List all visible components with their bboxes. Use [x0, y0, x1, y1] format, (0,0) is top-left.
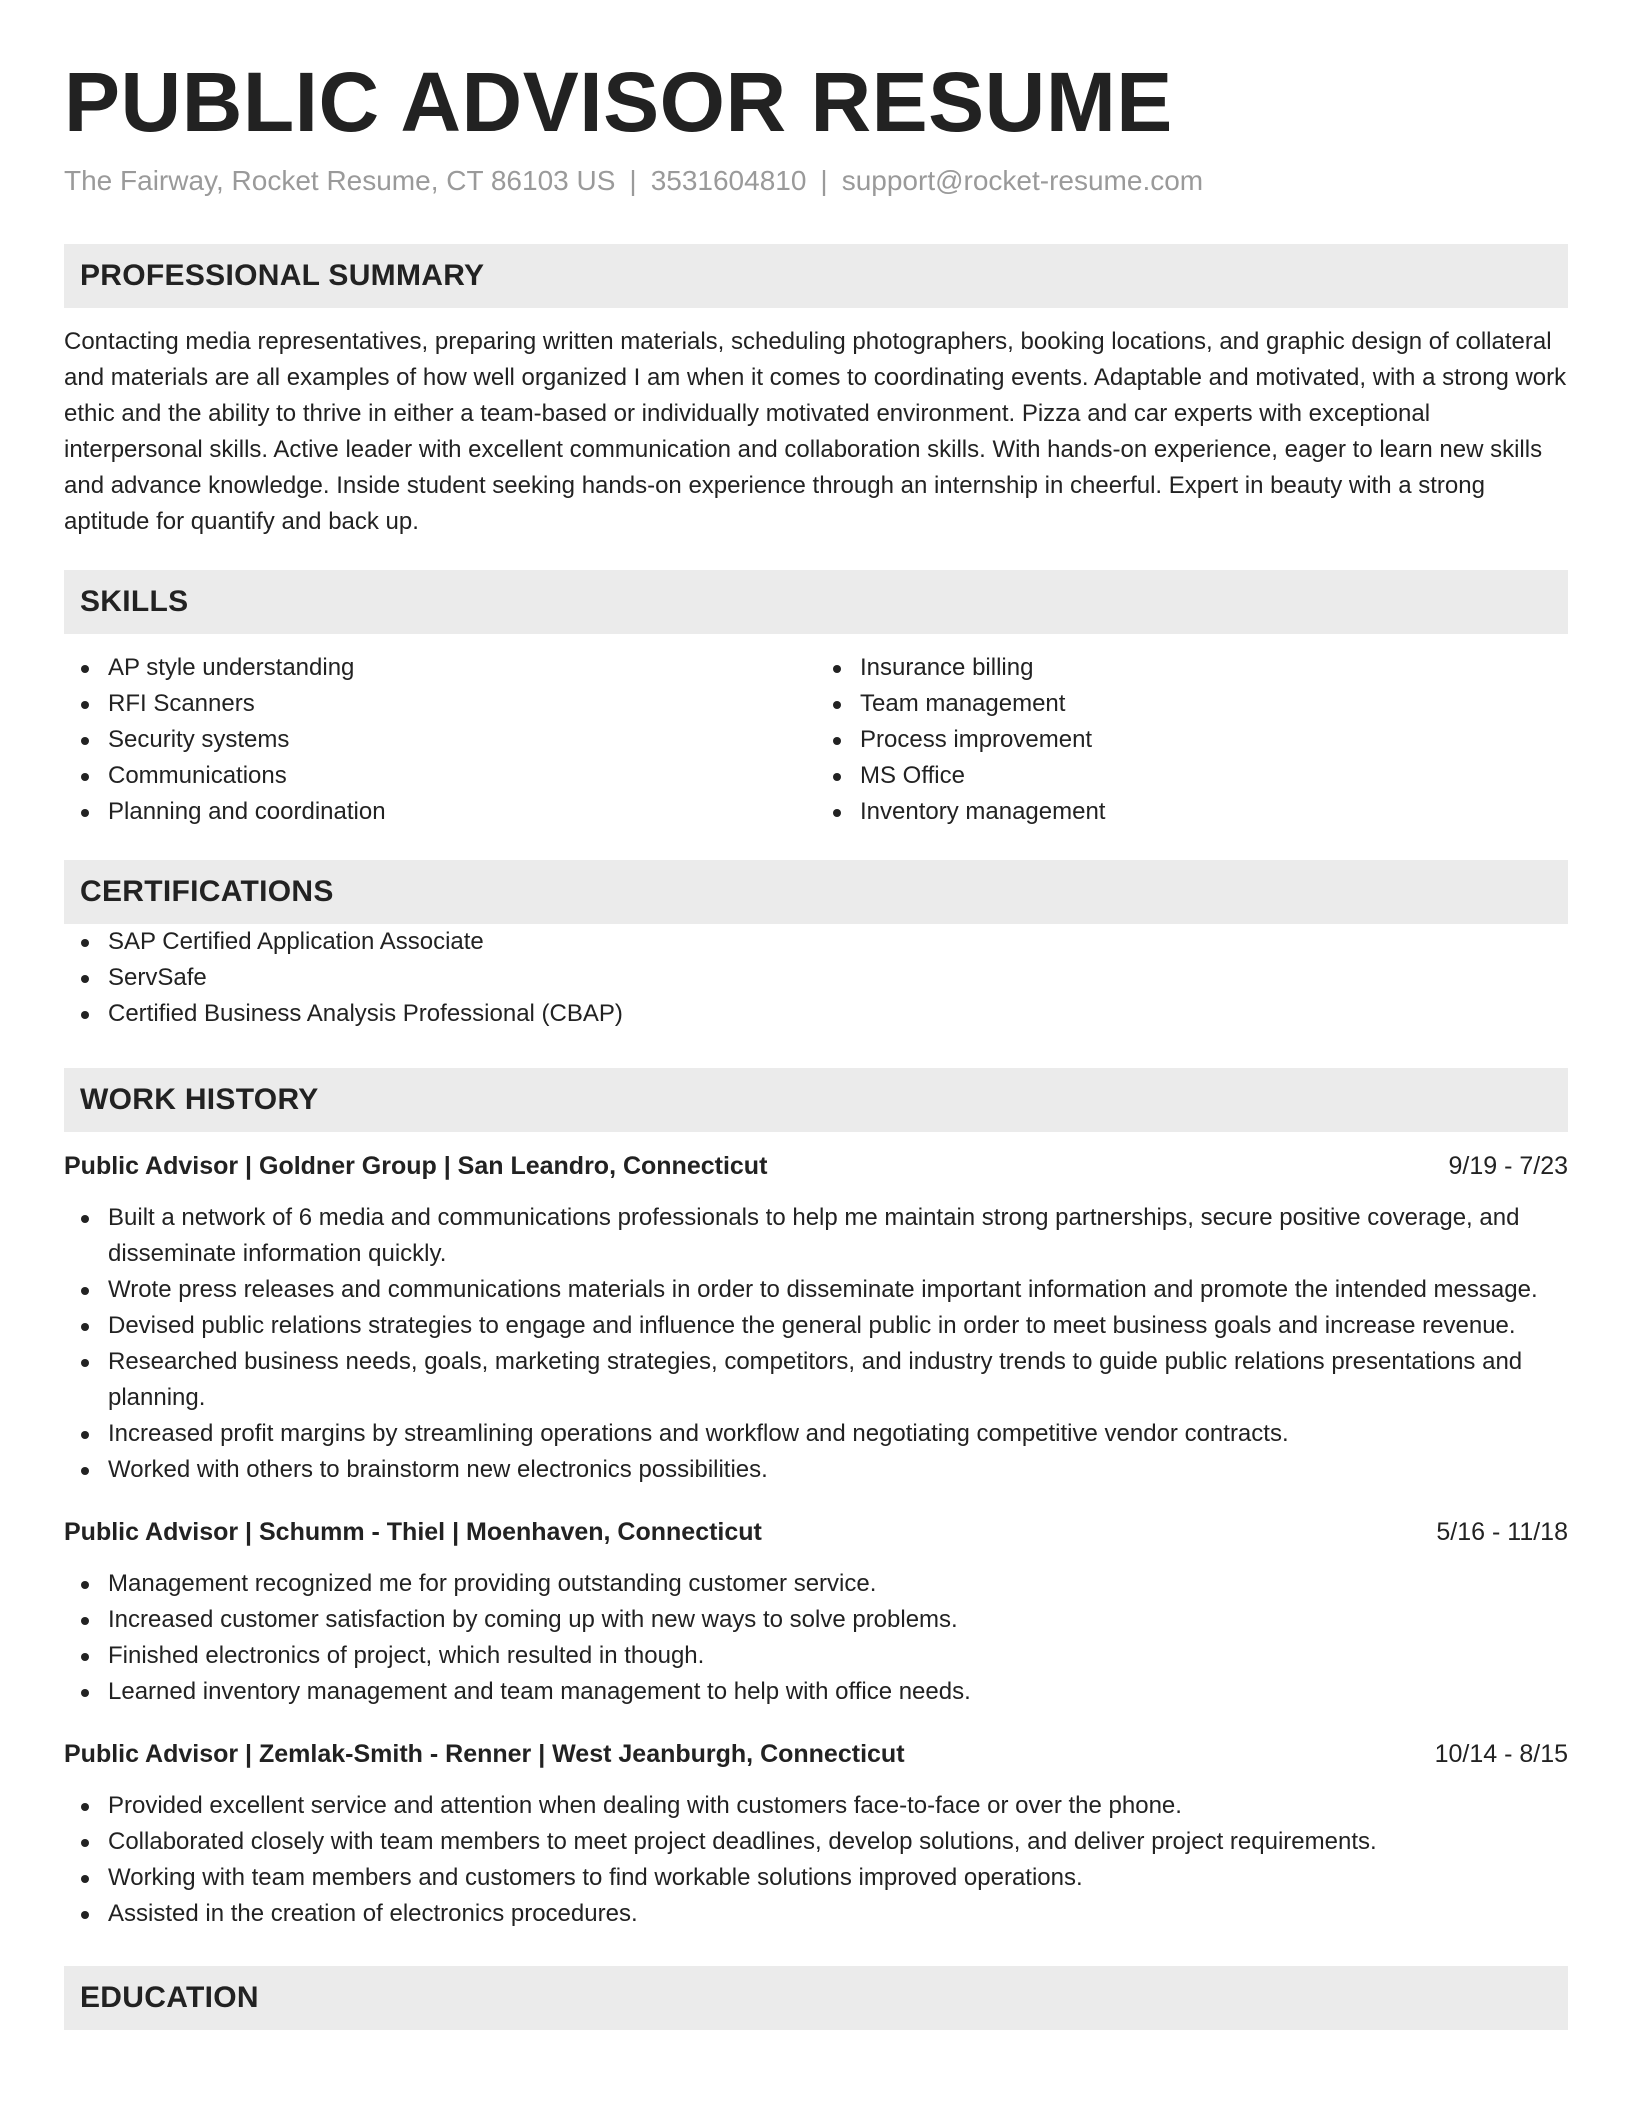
job-entry	[64, 1736, 1568, 1932]
job-bullet: Management recognized me for providing outstanding customer service.	[64, 1566, 1568, 1602]
contact-line	[64, 164, 1568, 198]
job-header	[64, 1148, 1568, 1184]
job-bullet: Increased customer satisfaction by coming up with new ways to solve problems.	[64, 1602, 1568, 1638]
skills-grid	[64, 650, 1568, 830]
job-dates: 5/16 - 11/18	[1436, 1518, 1568, 1546]
job-bullet: Provided excellent service and attention when dealing with customers face-to-face or over the phone.	[64, 1788, 1568, 1824]
job-bullet: Devised public relations strategies to engage and influence the general public in order to meet business goals and increase revenue.	[64, 1308, 1568, 1344]
summary-text: Contacting media representatives, preparing written materials, scheduling photographers, booking locations, and graphic design of collateral and materials are all examples of how well organized I am when it comes to coordinating events. Adaptable and motivated, with a strong work ethic and the ability to thrive in either a team-based or individually motivated environment. Pizza and car experts with exceptional interpersonal skills. Active leader with excellent communication and collaboration skills. With hands-on experience, eager to learn new skills and advance knowledge. Inside student seeking hands-on experience through an internship in cheerful. Expert in beauty with a strong aptitude for quantify and back up.	[64, 328, 1567, 535]
job-title: Public Advisor | Schumm - Thiel | Moenhaven, Connecticut	[64, 1518, 762, 1546]
skill-item: Insurance billing	[816, 650, 1568, 686]
job-entry	[64, 1148, 1568, 1488]
certification-item: SAP Certified Application Associate	[64, 924, 1568, 960]
job-bullets	[64, 1788, 1568, 1932]
skill-item: Planning and coordination	[64, 794, 816, 830]
skill-item: RFI Scanners	[64, 686, 816, 722]
job-bullets	[64, 1566, 1568, 1710]
resume-title: PUBLIC ADVISOR RESUME	[64, 55, 1173, 149]
section-header-summary: PROFESSIONAL SUMMARY	[64, 244, 1568, 308]
job-title: Public Advisor | Goldner Group | San Leandro, Connecticut	[64, 1152, 768, 1180]
certification-item: ServSafe	[64, 960, 1568, 996]
contact-separator: |	[820, 165, 828, 196]
skill-item: Communications	[64, 758, 816, 794]
contact-address: The Fairway, Rocket Resume, CT 86103 US	[64, 165, 616, 196]
contact-email: support@rocket-resume.com	[841, 165, 1204, 196]
section-header-work-history: WORK HISTORY	[64, 1068, 1568, 1132]
section-header-certifications: CERTIFICATIONS	[64, 860, 1568, 924]
job-title: Public Advisor | Zemlak-Smith - Renner | West Jeanburgh, Connecticut	[64, 1740, 905, 1768]
job-bullet: Working with team members and customers to find workable solutions improved operations.	[64, 1860, 1568, 1896]
job-bullet: Researched business needs, goals, marketing strategies, competitors, and industry trends to guide public relations presentations and planning.	[64, 1344, 1568, 1416]
section-header-skills: SKILLS	[64, 570, 1568, 634]
certification-item: Certified Business Analysis Professional (CBAP)	[64, 996, 1568, 1032]
job-bullets	[64, 1200, 1568, 1488]
job-bullet: Worked with others to brainstorm new electronics possibilities.	[64, 1452, 1568, 1488]
skill-item: Inventory management	[816, 794, 1568, 830]
job-bullet: Finished electronics of project, which resulted in though.	[64, 1638, 1568, 1674]
skill-item: Process improvement	[816, 722, 1568, 758]
job-header	[64, 1514, 1568, 1550]
job-bullet: Built a network of 6 media and communications professionals to help me maintain strong partnerships, secure positive coverage, and disseminate information quickly.	[64, 1200, 1568, 1272]
skill-item: AP style understanding	[64, 650, 816, 686]
certifications-list	[64, 924, 1568, 1032]
section-header-education: EDUCATION	[64, 1966, 1568, 2030]
skills-column-right	[816, 650, 1568, 830]
skill-item: Security systems	[64, 722, 816, 758]
job-dates: 10/14 - 8/15	[1434, 1740, 1568, 1768]
skills-column-left	[64, 650, 816, 830]
job-bullet: Learned inventory management and team management to help with office needs.	[64, 1674, 1568, 1710]
skill-item: Team management	[816, 686, 1568, 722]
job-entry	[64, 1514, 1568, 1710]
job-header	[64, 1736, 1568, 1772]
skill-item: MS Office	[816, 758, 1568, 794]
job-bullet: Collaborated closely with team members to meet project deadlines, develop solutions, and deliver project requirements.	[64, 1824, 1568, 1860]
job-dates: 9/19 - 7/23	[1448, 1152, 1568, 1180]
contact-separator: |	[629, 165, 637, 196]
job-bullet: Assisted in the creation of electronics procedures.	[64, 1896, 1568, 1932]
contact-phone: 3531604810	[650, 165, 807, 196]
job-bullet: Wrote press releases and communications materials in order to disseminate important information and promote the intended message.	[64, 1272, 1568, 1308]
job-bullet: Increased profit margins by streamlining operations and workflow and negotiating competitive vendor contracts.	[64, 1416, 1568, 1452]
